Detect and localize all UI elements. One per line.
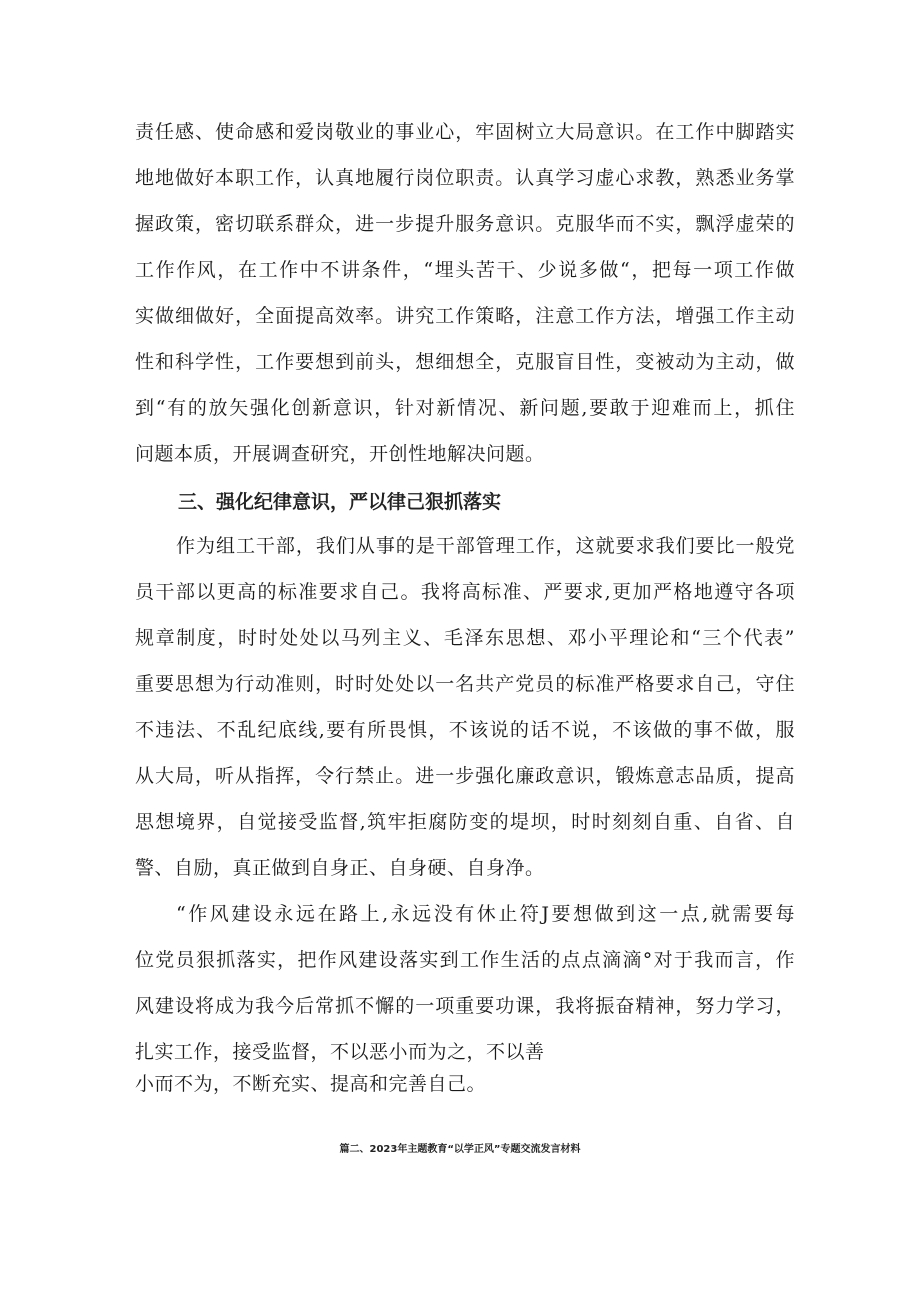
paragraph-line: 到“有的放矢强化创新意识，针对新情况、新问题,要敢于迎难而上，抓住 xyxy=(135,397,795,419)
paragraph-line: 性和科学性，工作要想到前头，想细想全，克服盲目性，变被动为主动，做 xyxy=(135,351,795,373)
paragraph-line: 扎实工作，接受监督，不以恶小而为之，不以善 xyxy=(135,1041,545,1063)
paragraph-line: 不违法、不乱纪底线,要有所畏惧，不该说的话不说，不该做的事不做，服 xyxy=(135,719,795,741)
paragraph-line: 工作作风，在工作中不讲条件，“埋头苦干、少说多做“，把每一项工作做 xyxy=(135,259,795,281)
paragraph-line: 思想境界，自觉接受监督,筑牢拒腐防变的堤坝，时时刻刻自重、自省、自 xyxy=(135,811,795,833)
paragraph-line: 问题本质，开展调查研究，开创性地解决问题。 xyxy=(135,443,545,465)
paragraph-line: 风建设将成为我今后常抓不懈的一项重要功课，我将振奋精神，努力学习， xyxy=(135,995,795,1017)
paragraph-line: 地地做好本职工作，认真地履行岗位职责。认真学习虚心求教，熟悉业务掌 xyxy=(135,167,795,189)
paragraph-line: 从大局，听从指挥，令行禁止。进一步强化廉政意识，锻炼意志品质，提高 xyxy=(135,765,795,787)
paragraph-line: 作为组工干部，我们从事的是干部管理工作，这就要求我们要比一般党 xyxy=(176,535,795,557)
paragraph-line: 警、自励，真正做到自身正、自身硬、自身净。 xyxy=(135,857,545,879)
paragraph-line: 实做细做好，全面提高效率。讲究工作策略，注意工作方法，增强工作主动 xyxy=(135,305,795,327)
section-heading: 三、强化纪律意识，严以律己狠抓落实 xyxy=(178,491,502,513)
article-title: 篇二、2023年主题教育“以学正风”专题交流发言材料 xyxy=(339,1144,581,1155)
paragraph-line: 位党员狠抓落实，把作风建设落实到工作生活的点点滴滴°对于我而言，作 xyxy=(135,949,795,971)
paragraph-line: “作风建设永远在路上,永远没有休止符J要想做到这一点,就需要每 xyxy=(176,903,795,925)
paragraph-line: 员干部以更高的标准要求自己。我将高标准、严要求,更加严格地遵守各项 xyxy=(135,581,795,603)
paragraph-line: 重要思想为行动准则，时时处处以一名共产党员的标准严格要求自己，守住 xyxy=(135,673,795,695)
paragraph-line: 握政策，密切联系群众，进一步提升服务意识。克服华而不实，飘浮虚荣的 xyxy=(135,213,795,235)
paragraph-line: 规章制度，时时处处以马列主义、毛泽东思想、邓小平理论和“三个代表” xyxy=(135,627,795,649)
paragraph-line: 责任感、使命感和爱岗敬业的事业心，牢固树立大局意识。在工作中脚踏实 xyxy=(135,121,795,143)
paragraph-line: 小而不为，不断充实、提高和完善自己。 xyxy=(135,1073,487,1095)
